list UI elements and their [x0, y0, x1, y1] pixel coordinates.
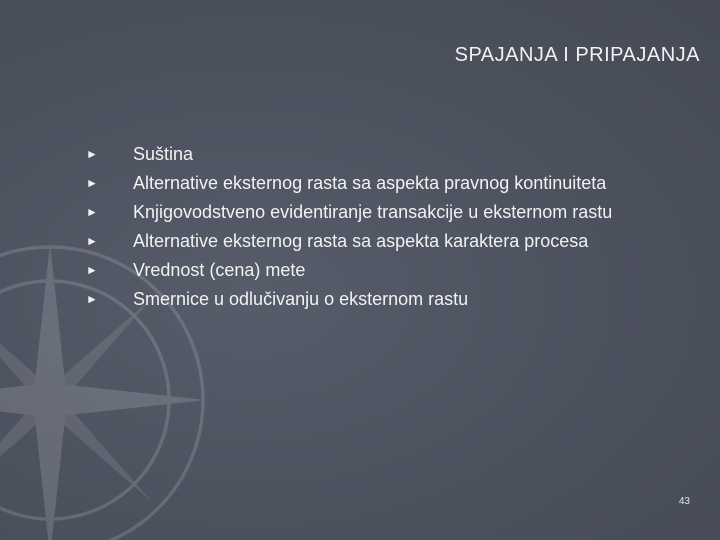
bullet-text: Smernice u odlučivanju o eksternom rastu	[133, 289, 469, 309]
bullet-text: Alternative eksternog rasta sa aspekta pravnog kontinuiteta	[133, 173, 607, 193]
triangle-right-icon: ►	[86, 147, 98, 161]
bullet-text: Suština	[133, 144, 194, 164]
slide-title: SPAJANJA I PRIPAJANJA	[454, 44, 700, 66]
page-number: 43	[678, 496, 690, 507]
triangle-right-icon: ►	[86, 292, 98, 306]
triangle-right-icon: ►	[86, 205, 98, 219]
triangle-right-icon: ►	[86, 176, 98, 190]
triangle-right-icon: ►	[86, 263, 98, 277]
bullet-text: Knjigovodstveno evidentiranje transakcije u eksternom rastu	[133, 202, 613, 222]
bullet-text: Alternative eksternog rasta sa aspekta karaktera procesa	[133, 231, 589, 251]
triangle-right-icon: ►	[86, 234, 98, 248]
bullet-text: Vrednost (cena) mete	[133, 260, 306, 280]
